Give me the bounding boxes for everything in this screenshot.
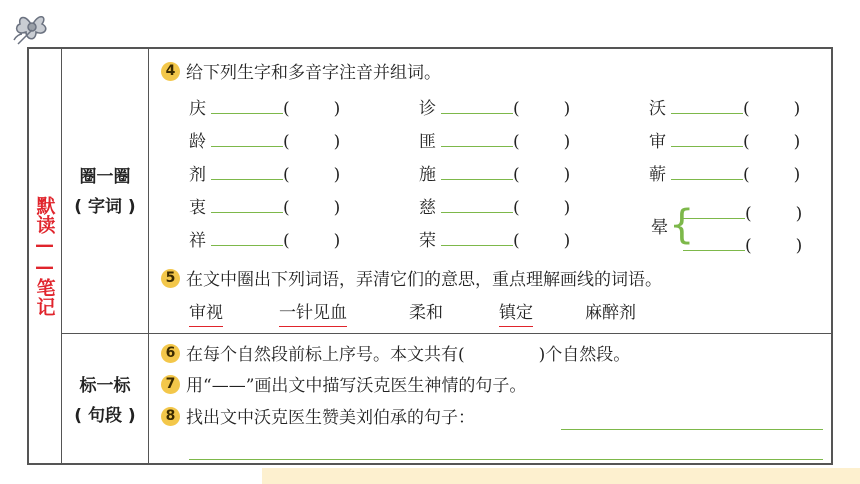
- question-text: 在每个自然段前标上序号。本文共有(: [186, 345, 465, 365]
- answer-line[interactable]: [561, 429, 823, 430]
- pinyin-blank[interactable]: [441, 194, 513, 213]
- grid-entry: 沃 ( ): [649, 95, 800, 121]
- grid-entry: 蕲 ( ): [649, 161, 800, 187]
- question-number-badge: 5: [161, 269, 180, 288]
- question-7: [161, 374, 526, 398]
- question-6: [161, 343, 630, 367]
- pinyin-blank[interactable]: [211, 128, 283, 147]
- grid-entry: 慈 ( ): [419, 194, 570, 220]
- question-text: 用“: [186, 376, 212, 396]
- question-number-badge: 8: [161, 407, 180, 426]
- grid-character: 审: [649, 132, 666, 152]
- grid-entry: ( ): [683, 200, 802, 226]
- pinyin-blank[interactable]: [671, 128, 743, 147]
- worksheet-table: [27, 47, 833, 465]
- grid-entry: 衷 ( ): [189, 194, 340, 220]
- grid-character: 慈: [419, 198, 436, 218]
- side-label: 默读——笔记: [33, 196, 56, 316]
- word-underlined: 审视: [189, 301, 223, 327]
- grid-entry: ( ): [683, 232, 802, 258]
- pinyin-blank[interactable]: [441, 227, 513, 246]
- grid-character: 祥: [189, 231, 206, 251]
- question-text-end: )个自然段。: [538, 345, 631, 365]
- answer-line[interactable]: [189, 459, 823, 460]
- grid-character: 衷: [189, 198, 206, 218]
- question-text: 给下列生字和多音字注音并组词。: [186, 63, 441, 83]
- question-number-badge: 6: [161, 344, 180, 363]
- section-divider: [61, 333, 831, 334]
- word-underlined: 镇定: [499, 301, 533, 327]
- section-label-subtitle: ( 字词 ): [74, 197, 136, 217]
- grid-character: 龄: [189, 132, 206, 152]
- grid-entry: 龄 ( ): [189, 128, 340, 154]
- pinyin-blank[interactable]: [441, 128, 513, 147]
- grid-character: 匪: [419, 132, 436, 152]
- grid-character: 施: [419, 165, 436, 185]
- pinyin-blank[interactable]: [683, 232, 745, 251]
- grid-entry: 审 ( ): [649, 128, 800, 154]
- underline-mark: ——: [211, 376, 246, 396]
- grid-entry: 施 ( ): [419, 161, 570, 187]
- grid-entry: 匪 ( ): [419, 128, 570, 154]
- brace-icon: {: [669, 202, 695, 248]
- question-number-badge: 7: [161, 375, 180, 394]
- question-5: [161, 268, 662, 292]
- side-label-cell: [29, 49, 61, 463]
- pinyin-blank[interactable]: [683, 200, 745, 219]
- section-label-subtitle: ( 句段 ): [74, 406, 136, 426]
- pinyin-blank[interactable]: [671, 95, 743, 114]
- question-text: 在文中圈出下列词语，弄清它们的意思，重点理解画线的词语。: [186, 270, 662, 290]
- pinyin-blank[interactable]: [211, 227, 283, 246]
- question-text-end: ”画出文中描写沃克医生神情的句子。: [245, 376, 527, 396]
- grid-character: 剂: [189, 165, 206, 185]
- pinyin-blank[interactable]: [211, 161, 283, 180]
- question-text: 找出文中沃克医生赞美刘伯承的句子：: [186, 408, 475, 428]
- grid-entry: 诊 ( ): [419, 95, 570, 121]
- column-divider-2: [148, 49, 149, 463]
- word-underlined: 一针见血: [279, 301, 347, 327]
- grid-character: 晕: [651, 218, 668, 238]
- pinyin-blank[interactable]: [211, 95, 283, 114]
- pinyin-blank[interactable]: [211, 194, 283, 213]
- grid-character: 沃: [649, 99, 666, 119]
- grid-entry: 荣 ( ): [419, 227, 570, 253]
- grid-character: 蕲: [649, 165, 666, 185]
- section-label-words: [62, 162, 148, 222]
- pinyin-blank[interactable]: [441, 161, 513, 180]
- question-4: [161, 61, 441, 85]
- section-label-title: 圈一圈: [79, 167, 131, 187]
- section-label-title: 标一标: [79, 376, 131, 396]
- grid-entry: 剂 ( ): [189, 161, 340, 187]
- pinyin-blank[interactable]: [441, 95, 513, 114]
- grid-character: 诊: [419, 99, 436, 119]
- word: 麻醉剂: [585, 303, 636, 323]
- section-label-sentences: [62, 371, 148, 431]
- flower-decoration-icon: [8, 4, 56, 48]
- bottom-highlight-band: [262, 468, 860, 484]
- pinyin-blank[interactable]: [671, 161, 743, 180]
- grid-character: 荣: [419, 231, 436, 251]
- special-character: [651, 216, 668, 240]
- grid-character: 庆: [189, 99, 206, 119]
- question-8: [161, 406, 475, 430]
- question-number-badge: 4: [161, 62, 180, 81]
- grid-entry: 祥 ( ): [189, 227, 340, 253]
- grid-entry: 庆 ( ): [189, 95, 340, 121]
- word: 柔和: [409, 303, 443, 323]
